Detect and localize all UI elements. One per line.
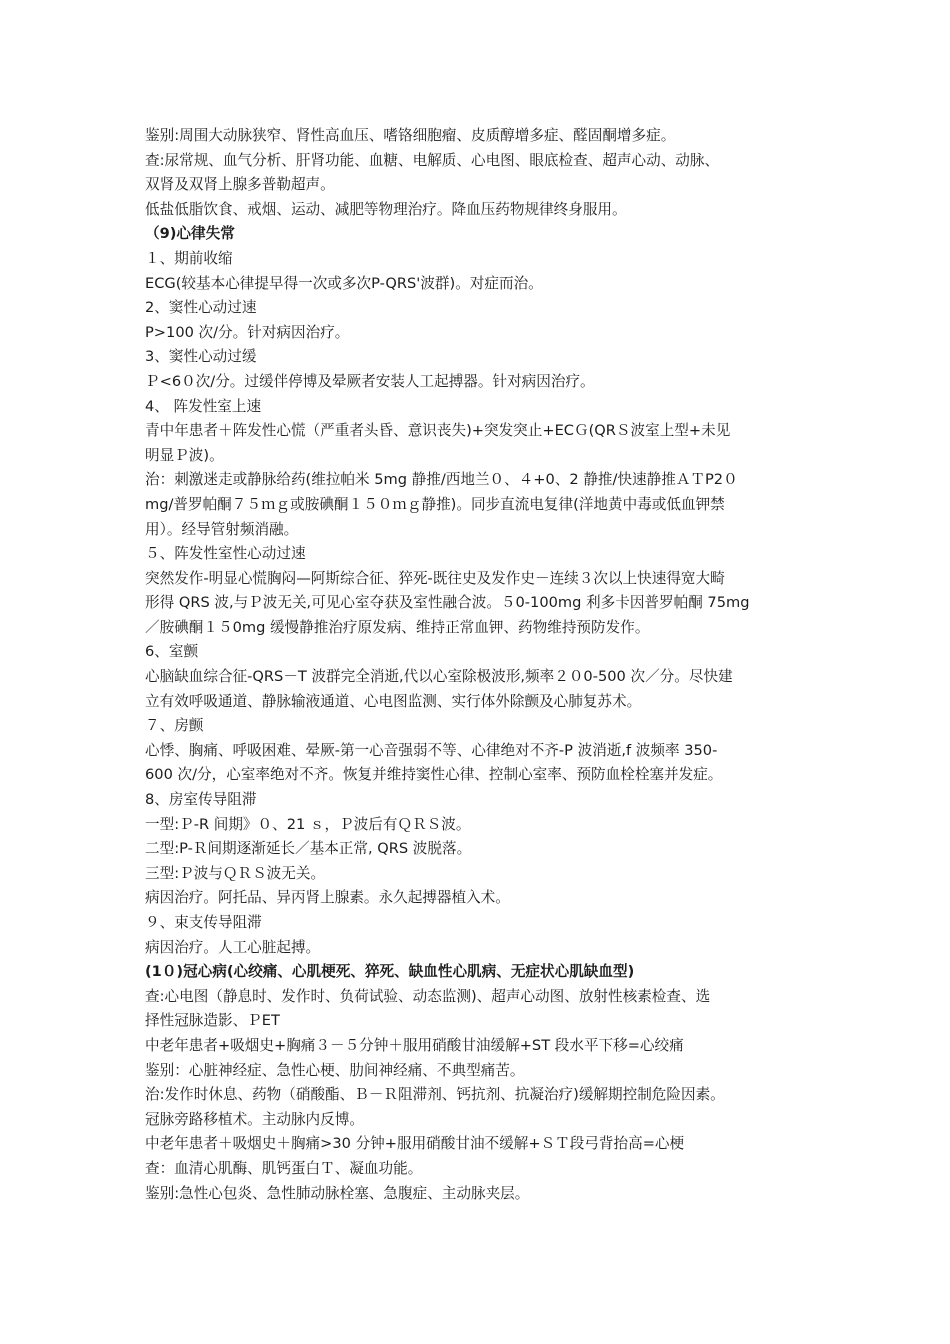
text-line: 查:尿常规、血气分析、肝肾功能、血糖、电解质、心电图、眼底检查、超声心动、动脉、 bbox=[145, 151, 720, 169]
text-line: 鉴别：心脏神经症、急性心梗、肋间神经痛、不典型痛苦。 bbox=[145, 1061, 525, 1079]
text-line: 形得 QRS 波,与Ｐ波无关,可见心室夺获及室性融合波。５0-100mg 利多卡因普罗帕酮 75mg bbox=[145, 594, 750, 612]
text-line: mg/普罗帕酮７５ｍｇ或胺碘酮１５０ｍｇ静推)。同步直流电复律(洋地黄中毒或低血钾禁 bbox=[145, 495, 725, 513]
text-line: 治:发作时休息、药物（硝酸酯、Ｂ－Ｒ阻滞剂、钙抗剂、抗凝治疗)缓解期控制危险因素。 bbox=[145, 1086, 725, 1104]
text-line: 低盐低脂饮食、戒烟、运动、减肥等物理治疗。降血压药物规律终身服用。 bbox=[145, 200, 627, 218]
subsection-heading: 8、房室传导阻滞 bbox=[145, 791, 257, 809]
text-line: 600 次/分，心室率绝对不齐。恢复并维持窦性心律、控制心室率、预防血栓栓塞并发症。 bbox=[145, 766, 723, 784]
subsection-heading: １、期前收缩 bbox=[145, 249, 233, 267]
text-line: 中老年患者＋吸烟史＋胸痛>30 分钟+服用硝酸甘油不缓解+ＳＴ段弓背抬高=心梗 bbox=[145, 1135, 685, 1153]
text-line: 鉴别:周围大动脉狭窄、肾性高血压、嗜铬细胞瘤、皮质醇增多症、醛固酮增多症。 bbox=[145, 127, 676, 144]
text-line: 心脑缺血综合征-QRS－T 波群完全消逝,代以心室除极波形,频率２０0-500 次／分。尽快建 bbox=[145, 668, 733, 686]
text-line: ECG(较基本心律提早得一次或多次P-QRS'波群)。对症而治。 bbox=[145, 274, 543, 292]
text-line: 病因治疗。人工心脏起搏。 bbox=[145, 938, 321, 956]
text-line: 立有效呼吸通道、静脉输液通道、心电图监测、实行体外除颤及心肺复苏术。 bbox=[145, 692, 642, 710]
text-line: ／胺碘酮１５0mg 缓慢静推治疗原发病、维持正常血钾、药物维持预防发作。 bbox=[145, 618, 650, 636]
subsection-heading: ７、房颤 bbox=[145, 717, 204, 735]
subsection-heading: 2、窦性心动过速 bbox=[145, 299, 257, 317]
subsection-heading: 6、室颤 bbox=[145, 643, 199, 661]
text-line: 病因治疗。阿托品、异丙肾上腺素。永久起搏器植入术。 bbox=[145, 889, 510, 907]
text-line: 三型:Ｐ波与ＱＲＳ波无关。 bbox=[145, 864, 326, 882]
text-line: 用）。经导管射频消融。 bbox=[145, 520, 299, 538]
subsection-heading: ９、束支传导阻滞 bbox=[145, 914, 262, 931]
text-line: 中老年患者+吸烟史+胸痛３－５分钟＋服用硝酸甘油缓解+ST 段水平下移=心绞痛 bbox=[145, 1036, 684, 1054]
document-body bbox=[145, 124, 817, 1206]
section-heading: (1０)冠心病(心绞痛、心肌梗死、猝死、缺血性心肌病、无症状心肌缺血型) bbox=[145, 963, 635, 981]
text-line: 青中年患者＋阵发性心慌（严重者头昏、意识丧失)+突发突止+ECＧ(QRＳ波室上型+未见 bbox=[145, 422, 731, 440]
subsection-heading: 4、 阵发性室上速 bbox=[145, 397, 262, 415]
text-line: 治：刺激迷走或静脉给药(维拉帕米 5mg 静推/西地兰０、４+0、2 静推/快速静推ＡＴP2０ bbox=[145, 471, 738, 489]
text-line: 心悸、胸痛、呼吸困难、晕厥-第一心音强弱不等、心律绝对不齐-P 波消逝,f 波频率 350- bbox=[145, 741, 718, 759]
section-heading: （9)心律失常 bbox=[145, 225, 235, 243]
text-line: 双肾及双肾上腺多普勒超声。 bbox=[145, 176, 335, 194]
subsection-heading: 3、窦性心动过缓 bbox=[145, 348, 257, 366]
text-line: Ｐ<6０次/分。过缓伴停博及晕厥者安装人工起搏器。针对病因治疗。 bbox=[145, 372, 595, 390]
text-line: 突然发作-明显心慌胸闷—阿斯综合征、猝死-既往史及发作史－连续３次以上快速得宽大畸 bbox=[145, 569, 725, 587]
text-line: 择性冠脉造影、ＰET bbox=[145, 1012, 280, 1030]
text-line: 鉴别:急性心包炎、急性肺动脉栓塞、急腹症、主动脉夹层。 bbox=[145, 1184, 530, 1202]
text-line: 查：血清心肌酶、肌钙蛋白Ｔ、凝血功能。 bbox=[145, 1159, 423, 1177]
text-line: 查:心电图（静息时、发作时、负荷试验、动态监测)、超声心动图、放射性核素检查、选 bbox=[145, 987, 711, 1005]
text-line: P>100 次/分。针对病因治疗。 bbox=[145, 323, 350, 341]
text-line: 明显Ｐ波)。 bbox=[145, 446, 224, 464]
text-line: 冠脉旁路移植术。主动脉内反博。 bbox=[145, 1110, 364, 1128]
text-line: 二型:P-Ｒ间期逐渐延长／基本正常, QRS 波脱落。 bbox=[145, 840, 472, 858]
subsection-heading: ５、阵发性室性心动过速 bbox=[145, 545, 306, 563]
text-line: 一型:Ｐ-R 间期》０、21 ｓ，Ｐ波后有ＱＲＳ波。 bbox=[145, 815, 471, 833]
